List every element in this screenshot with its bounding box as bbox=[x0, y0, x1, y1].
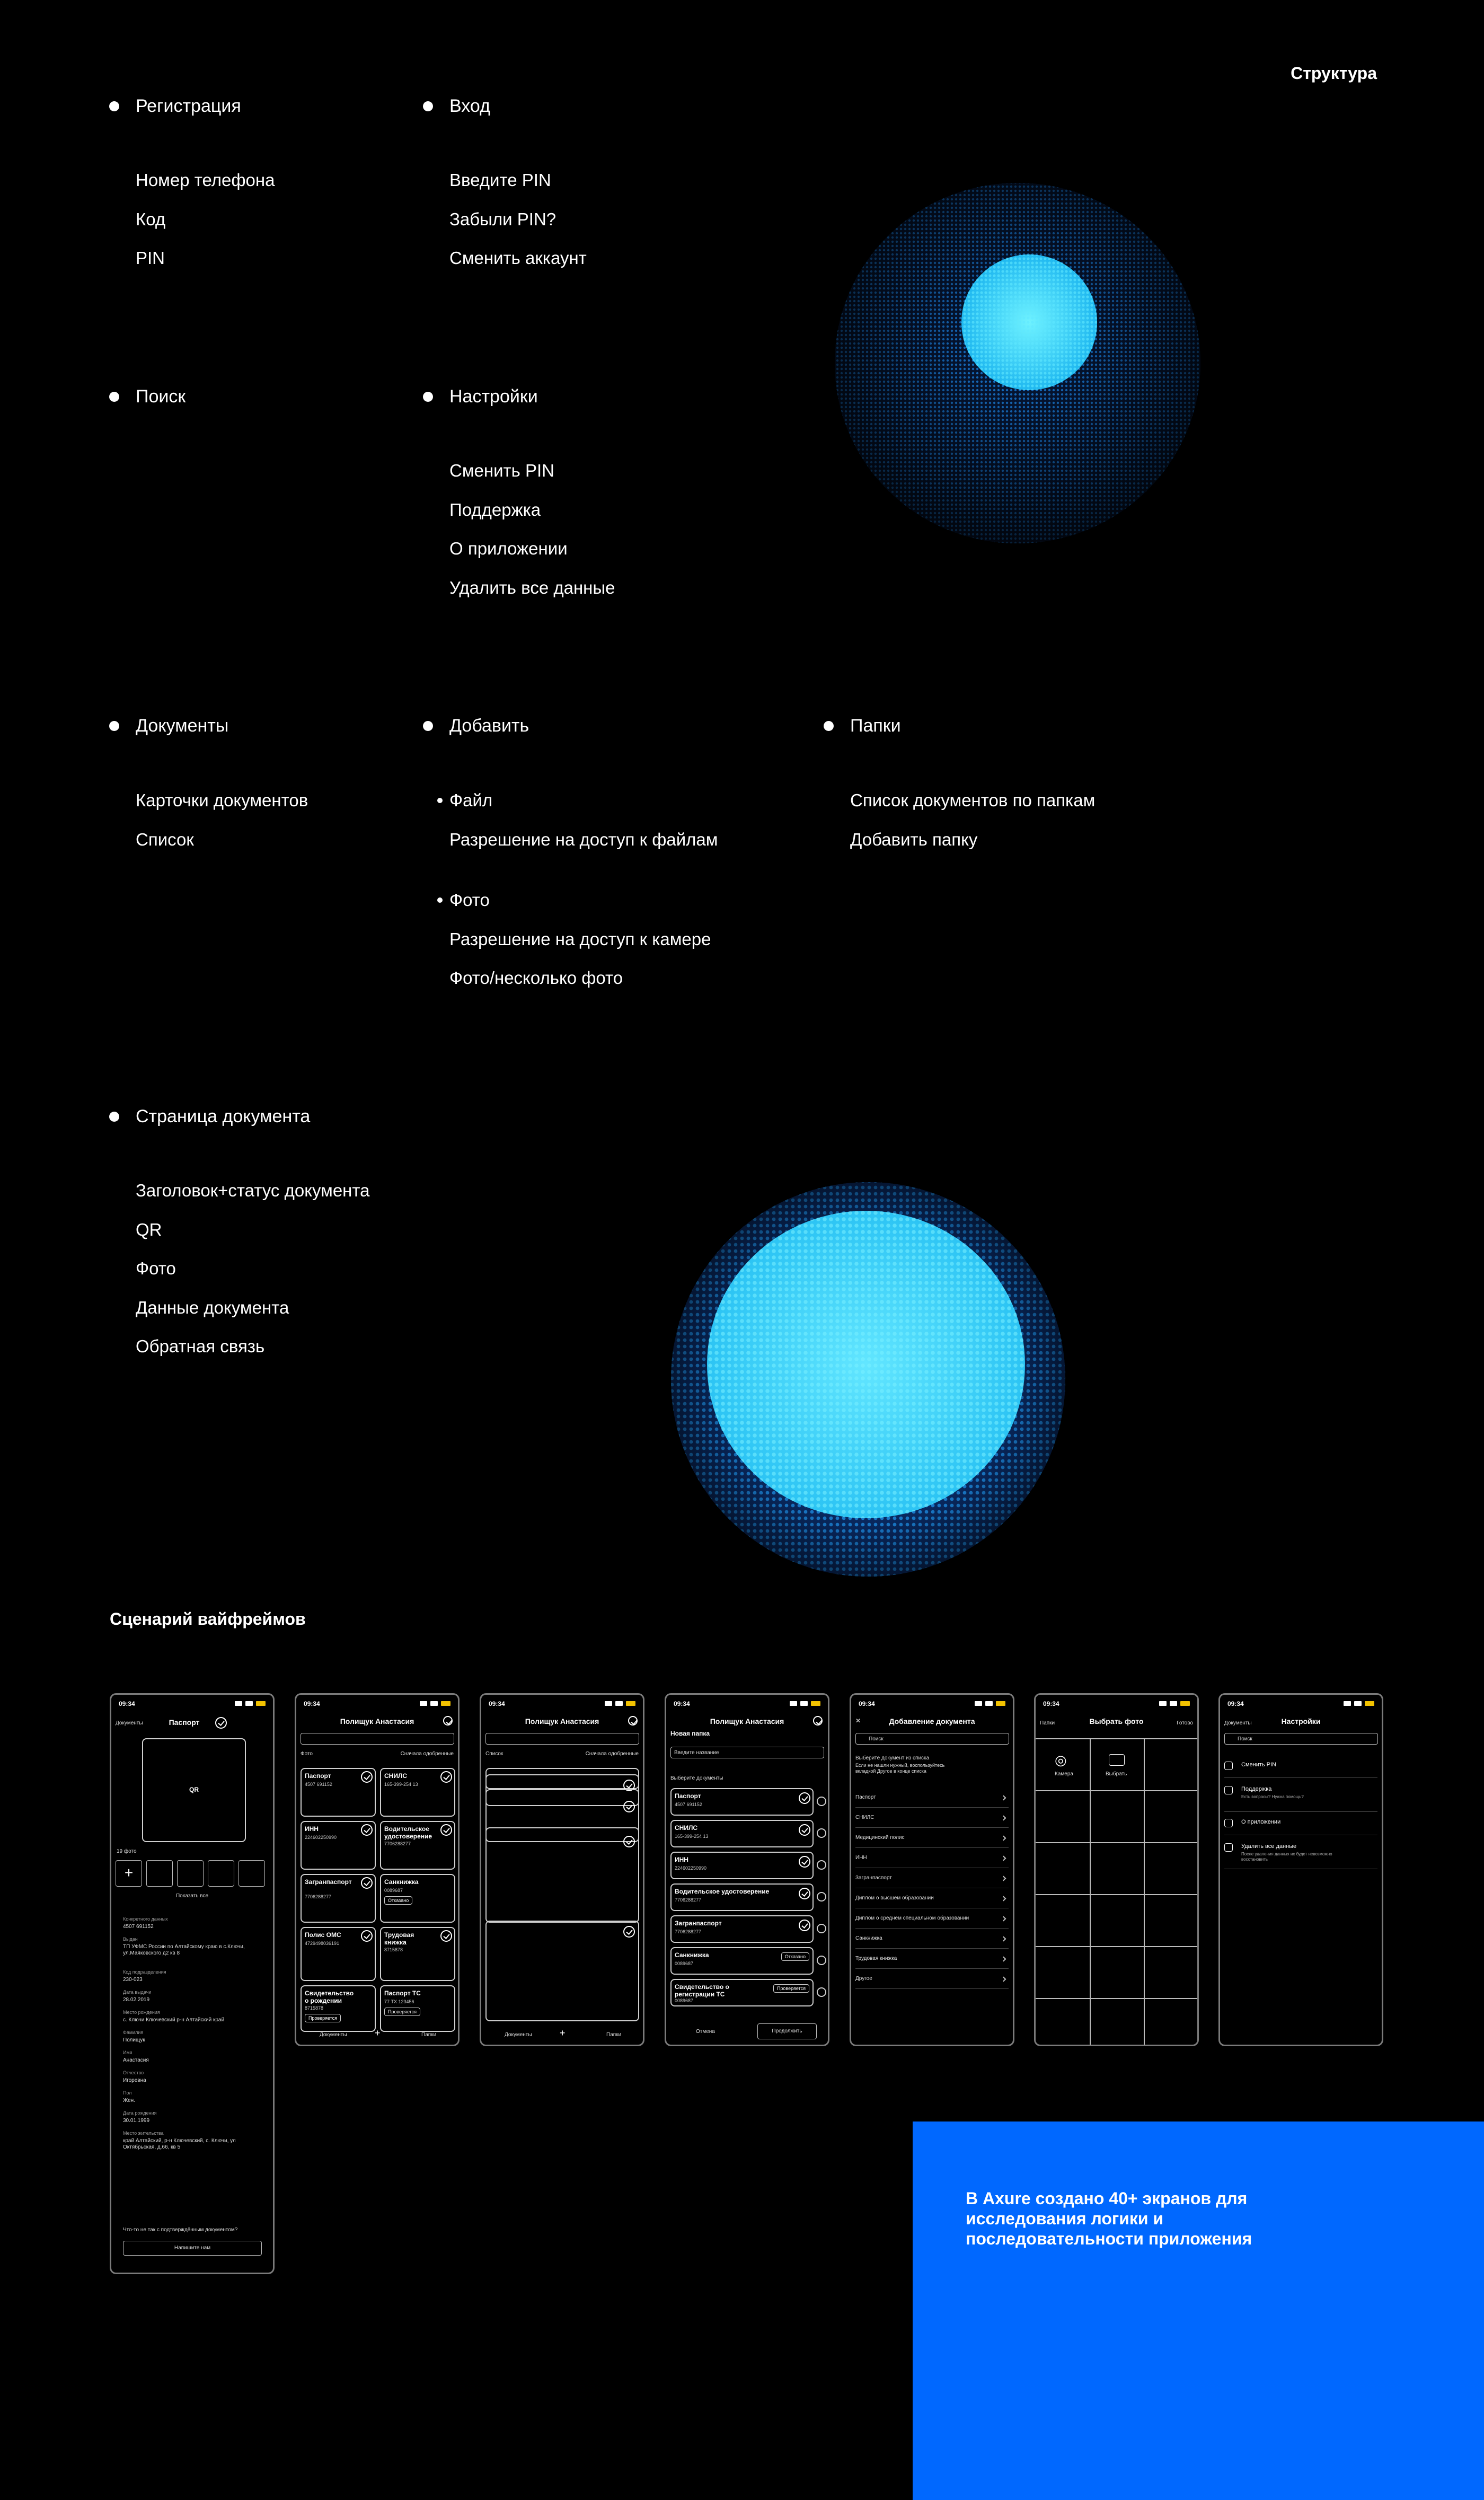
document-select-row[interactable] bbox=[670, 1947, 814, 1975]
grid-line bbox=[1036, 1842, 1197, 1843]
wireframes-heading: Сценарий вайфреймов bbox=[110, 1609, 306, 1628]
support-icon bbox=[1224, 1786, 1233, 1794]
check-icon bbox=[623, 1836, 635, 1847]
check-icon bbox=[799, 1920, 810, 1931]
page-title: Выбрать фото bbox=[1089, 1717, 1144, 1726]
add-photo-button[interactable]: + bbox=[116, 1860, 142, 1887]
document-select-row[interactable] bbox=[670, 1883, 814, 1911]
status-time: 09:34 bbox=[1043, 1700, 1059, 1707]
status-time: 09:34 bbox=[859, 1700, 875, 1707]
camera-label: Камера bbox=[1055, 1771, 1073, 1777]
photo-thumb[interactable] bbox=[177, 1860, 204, 1887]
add-photo-subtitle: Фото bbox=[449, 890, 490, 910]
document-card-title: Загранпаспорт bbox=[305, 1878, 352, 1886]
write-us-button[interactable] bbox=[123, 2241, 262, 2256]
folders-item-add: Добавить папку bbox=[850, 830, 978, 849]
select-radio[interactable] bbox=[817, 1892, 826, 1902]
document-card-number: 8715878 bbox=[384, 1947, 403, 1952]
chevron-right-icon bbox=[1001, 1836, 1006, 1841]
info-icon bbox=[1224, 1819, 1233, 1827]
status-icons bbox=[975, 1701, 1006, 1706]
settings-item-change-pin: Сменить PIN bbox=[449, 461, 555, 480]
section-add-title: Добавить bbox=[449, 716, 529, 736]
photo-thumb[interactable] bbox=[238, 1860, 265, 1887]
section-folders-title: Папки bbox=[850, 716, 901, 736]
doc-page-item-qr: QR bbox=[136, 1220, 162, 1239]
section-search-title: Поиск bbox=[136, 386, 186, 407]
document-select-row[interactable] bbox=[670, 1788, 814, 1816]
folder-name-input[interactable] bbox=[670, 1747, 824, 1758]
status-icons bbox=[790, 1701, 822, 1706]
field-label: Имя bbox=[123, 2050, 132, 2055]
phone-documents-list bbox=[480, 1693, 644, 2046]
section-documents-title: Документы bbox=[136, 716, 229, 736]
folder-name-placeholder: Введите название bbox=[674, 1750, 719, 1756]
photos-count: 19 фото bbox=[117, 1848, 137, 1854]
document-card[interactable] bbox=[301, 1821, 376, 1870]
document-card-number: 8715878 bbox=[305, 2005, 324, 2011]
document-card-number: 7706288277 bbox=[384, 1841, 411, 1846]
field-value: край Алтайский, р-н Ключевский, с. Ключи, ул Октябрьская, д.66, кв 5 bbox=[123, 2138, 236, 2150]
document-type-item[interactable]: Загранпаспорт bbox=[855, 1875, 892, 1881]
document-select-row[interactable] bbox=[670, 1979, 814, 2006]
nav-documents[interactable]: Документы bbox=[505, 2032, 532, 2038]
divider bbox=[855, 1988, 1009, 1989]
doc-page-item-data: Данные документа bbox=[136, 1298, 289, 1317]
divider bbox=[855, 1847, 1009, 1848]
document-card-title: Водительское удостоверение bbox=[384, 1825, 432, 1840]
field-value: с. Ключи Ключевский р-н Алтайский край bbox=[123, 2017, 225, 2023]
search-input[interactable] bbox=[301, 1733, 454, 1745]
hint-title: Выберите документ из списка bbox=[855, 1755, 930, 1761]
field-label: Пол bbox=[123, 2090, 132, 2096]
page-title: Полищук Анастасия bbox=[340, 1717, 414, 1726]
globe-large-illustration bbox=[669, 1178, 1067, 1581]
row-title: Санкнижка bbox=[675, 1951, 709, 1959]
info-panel bbox=[913, 2122, 1484, 2500]
document-type-item[interactable]: Другое bbox=[855, 1976, 872, 1982]
settings-item-subtitle: После удаления данных их будет невозможно восстановить bbox=[1241, 1852, 1332, 1862]
choose-label: Выбрать bbox=[1106, 1771, 1127, 1777]
chevron-right-icon bbox=[1001, 1795, 1006, 1801]
document-card-title: Свидетельство о рождении bbox=[305, 1990, 354, 2004]
qr-box[interactable] bbox=[142, 1738, 246, 1842]
row-title: Паспорт bbox=[675, 1792, 701, 1800]
select-radio[interactable] bbox=[817, 1860, 826, 1870]
status-time: 09:34 bbox=[304, 1700, 320, 1707]
list-card[interactable] bbox=[485, 1921, 639, 2021]
document-card[interactable] bbox=[380, 1927, 455, 1981]
pin-icon bbox=[1224, 1762, 1233, 1770]
document-type-item[interactable]: Трудовая книжка bbox=[855, 1956, 897, 1961]
doc-page-item-feedback: Обратная связь bbox=[136, 1336, 265, 1356]
field-value: 4507 691152 bbox=[123, 1924, 154, 1930]
document-card-number: 77 ТХ 123456 bbox=[384, 1999, 414, 2004]
grid-line bbox=[1036, 1998, 1197, 1999]
settings-gear-icon[interactable] bbox=[813, 1716, 823, 1726]
done-link[interactable]: Готово bbox=[1177, 1720, 1193, 1726]
row-number: 0089687 bbox=[675, 1961, 694, 1966]
document-card-number: 4507 691152 bbox=[305, 1782, 332, 1787]
status-time: 09:34 bbox=[119, 1700, 135, 1707]
divider bbox=[855, 1928, 1009, 1929]
chevron-right-icon bbox=[1001, 1916, 1006, 1922]
document-type-item[interactable]: ИНН bbox=[855, 1855, 867, 1861]
new-folder-title: Новая папка bbox=[670, 1730, 710, 1737]
field-value: 30.01.1999 bbox=[123, 2118, 150, 2124]
select-radio[interactable] bbox=[817, 1797, 826, 1806]
field-label: Место рождения bbox=[123, 2010, 160, 2015]
verified-check-icon bbox=[361, 1824, 373, 1836]
phone-add-document bbox=[850, 1693, 1014, 2046]
document-card-number: 0089687 bbox=[384, 1888, 403, 1893]
doc-page-item-header: Заголовок+статус документа bbox=[136, 1181, 370, 1200]
section-doc-page-title: Страница документа bbox=[136, 1106, 311, 1126]
document-card-title: СНИЛС bbox=[384, 1772, 408, 1780]
chevron-right-icon bbox=[1001, 1936, 1006, 1942]
section-settings-title: Настройки bbox=[449, 386, 538, 407]
divider bbox=[855, 1948, 1009, 1949]
grid-line bbox=[1036, 1738, 1197, 1739]
settings-item-support: Поддержка bbox=[449, 500, 541, 520]
globe-small-illustration bbox=[827, 180, 1208, 551]
document-select-row[interactable] bbox=[670, 1915, 814, 1943]
list-card[interactable] bbox=[485, 1827, 639, 1923]
phone-choose-photo bbox=[1034, 1693, 1199, 2046]
row-number: 4507 691152 bbox=[675, 1802, 702, 1807]
login-item-change-account: Сменить аккаунт bbox=[449, 248, 587, 268]
show-all-link[interactable]: Показать все bbox=[175, 1893, 209, 1899]
document-card-title: Паспорт bbox=[305, 1772, 331, 1780]
folder-icon[interactable] bbox=[1109, 1754, 1125, 1766]
field-value: Анастасия bbox=[123, 2057, 149, 2063]
camera-icon[interactable]: ◎ bbox=[1055, 1752, 1067, 1768]
chevron-right-icon bbox=[1001, 1856, 1006, 1861]
document-card-title: Полис ОМС bbox=[305, 1931, 341, 1939]
nav-folders[interactable]: Папки bbox=[421, 2032, 437, 2038]
document-select-row[interactable] bbox=[670, 1852, 814, 1879]
phone-new-folder bbox=[665, 1693, 829, 2046]
settings-item[interactable]: Удалить все данные bbox=[1241, 1843, 1297, 1850]
verified-check-icon bbox=[440, 1824, 452, 1836]
photo-thumb[interactable] bbox=[208, 1860, 234, 1887]
status-time: 09:34 bbox=[1227, 1700, 1244, 1707]
select-radio[interactable] bbox=[817, 1987, 826, 1997]
row-number: 224602250990 bbox=[675, 1865, 707, 1871]
page-title: Добавление документа bbox=[889, 1717, 975, 1726]
field-label: Выдан bbox=[123, 1936, 138, 1942]
field-value: Полищук bbox=[123, 2037, 145, 2043]
document-card-title: ИНН bbox=[305, 1825, 319, 1833]
grid-line bbox=[1036, 1946, 1197, 1947]
document-card[interactable] bbox=[301, 1927, 376, 1981]
status-icons bbox=[1344, 1701, 1375, 1706]
search-input[interactable] bbox=[1224, 1733, 1378, 1745]
settings-item[interactable]: О приложении bbox=[1241, 1819, 1281, 1825]
login-item-enter-pin: Введите PIN bbox=[449, 170, 551, 190]
status-badge: Проверяется bbox=[773, 1984, 809, 1993]
field-value: ТП УФМС России по Алтайскому краю в с.Ключи, ул.Маяковского д2 кв 8 bbox=[123, 1944, 245, 1956]
add-file-permission: Разрешение на доступ к файлам bbox=[449, 830, 718, 849]
back-link[interactable]: Документы bbox=[1224, 1720, 1252, 1726]
check-icon bbox=[623, 1801, 635, 1812]
nav-documents[interactable]: Документы bbox=[320, 2032, 347, 2038]
field-value: 230-023 bbox=[123, 1977, 143, 1983]
grid-line bbox=[1036, 1790, 1197, 1791]
status-badge: Отказано bbox=[781, 1952, 809, 1961]
doc-page-item-photo: Фото bbox=[136, 1258, 176, 1278]
document-card[interactable] bbox=[380, 1874, 455, 1923]
divider bbox=[1224, 1777, 1377, 1778]
field-label: Конкретного данных bbox=[123, 1916, 168, 1922]
field-value: 28.02.2019 bbox=[123, 1997, 150, 2003]
document-card[interactable] bbox=[301, 1874, 376, 1923]
document-card-number: 4729498036191 bbox=[305, 1941, 340, 1946]
section-login-title: Вход bbox=[449, 96, 490, 116]
document-card-title: Паспорт ТС bbox=[384, 1990, 421, 1997]
folders-item-list: Список документов по папкам bbox=[850, 790, 1096, 810]
section-registration-title: Регистрация bbox=[136, 96, 241, 116]
settings-item[interactable]: Поддержка bbox=[1241, 1786, 1272, 1792]
row-title: СНИЛС bbox=[675, 1824, 698, 1832]
documents-item-cards: Карточки документов bbox=[136, 790, 308, 810]
row-number: 165-399-254 13 bbox=[675, 1834, 709, 1839]
verified-check-icon bbox=[361, 1877, 373, 1889]
field-label: Дата рождения bbox=[123, 2110, 157, 2116]
status-badge: Проверяется bbox=[305, 2014, 341, 2022]
document-card-number: 224602250990 bbox=[305, 1835, 337, 1840]
continue-button[interactable] bbox=[757, 2023, 817, 2039]
sort-selector[interactable]: Сначала одобренные bbox=[400, 1751, 454, 1757]
document-card-title: Санкнижка bbox=[384, 1878, 419, 1886]
row-title: ИНН bbox=[675, 1856, 688, 1863]
settings-gear-icon[interactable] bbox=[628, 1716, 638, 1726]
trash-icon bbox=[1224, 1843, 1233, 1852]
status-badge: Отказано bbox=[384, 1896, 412, 1905]
document-card[interactable] bbox=[380, 1985, 455, 2032]
sort-selector[interactable]: Сначала одобренные bbox=[585, 1751, 639, 1757]
row-number: 7706288277 bbox=[675, 1897, 702, 1903]
search-placeholder: Поиск bbox=[1238, 1736, 1252, 1742]
feedback-question: Что-то не так с подтверждённым документом? bbox=[123, 2227, 238, 2233]
verified-check-icon bbox=[361, 1930, 373, 1942]
write-us-label: Напишите нам bbox=[174, 2245, 211, 2251]
row-title: Свидетельство о регистрации ТС bbox=[675, 1983, 729, 1998]
document-select-row[interactable] bbox=[670, 1820, 814, 1847]
close-icon[interactable]: ✕ bbox=[855, 1717, 861, 1724]
registration-item-code: Код bbox=[136, 209, 166, 229]
status-time: 09:34 bbox=[489, 1700, 505, 1707]
document-card-number: 165-399-254 13 bbox=[384, 1782, 418, 1787]
check-icon bbox=[623, 1926, 635, 1938]
phone-documents-cards bbox=[295, 1693, 460, 2046]
select-documents-label: Выберите документы bbox=[670, 1775, 723, 1781]
document-type-item[interactable]: СНИЛС bbox=[855, 1815, 874, 1820]
login-item-forgot-pin: Забыли PIN? bbox=[449, 209, 556, 229]
check-icon bbox=[799, 1856, 810, 1868]
settings-gear-icon[interactable] bbox=[443, 1716, 453, 1726]
add-camera-permission: Разрешение на доступ к камере bbox=[449, 929, 711, 949]
document-card[interactable] bbox=[380, 1768, 455, 1817]
settings-item[interactable]: Сменить PIN bbox=[1241, 1762, 1277, 1768]
search-placeholder: Поиск bbox=[869, 1736, 884, 1742]
info-text: В Axure создано 40+ экранов для исследования логики и последовательности приложения bbox=[966, 2189, 1252, 2248]
row-number: 7706288277 bbox=[675, 1929, 702, 1934]
check-icon bbox=[799, 1824, 810, 1836]
field-value: Жен. bbox=[123, 2098, 135, 2103]
field-value: Игоревна bbox=[123, 2078, 146, 2083]
back-link[interactable]: Документы bbox=[116, 1720, 143, 1726]
chevron-right-icon bbox=[1001, 1957, 1006, 1962]
add-photo-multiple: Фото/несколько фото bbox=[449, 968, 623, 988]
structure-label: Структура bbox=[1291, 64, 1377, 83]
tab-list[interactable]: Список bbox=[485, 1751, 504, 1757]
verified-check-icon bbox=[440, 1771, 452, 1783]
verified-check-icon bbox=[440, 1930, 452, 1942]
status-icons bbox=[235, 1701, 267, 1706]
document-card-number: 7706288277 bbox=[305, 1894, 332, 1899]
page-title: Паспорт bbox=[169, 1718, 200, 1727]
row-title: Загранпаспорт bbox=[675, 1920, 722, 1927]
document-type-item[interactable]: Диплом о среднем специальном образовании bbox=[855, 1915, 969, 1921]
document-type-item[interactable]: Диплом о высшем образовании bbox=[855, 1895, 934, 1901]
row-title: Водительское удостоверение bbox=[675, 1888, 770, 1895]
tab-photo[interactable]: Фото bbox=[301, 1751, 313, 1757]
status-icons bbox=[1159, 1701, 1191, 1706]
chevron-right-icon bbox=[1001, 1876, 1006, 1881]
chevron-right-icon bbox=[1001, 1977, 1006, 1982]
select-radio[interactable] bbox=[817, 1828, 826, 1838]
document-card[interactable] bbox=[380, 1821, 455, 1870]
nav-add-plus-icon[interactable]: + bbox=[375, 2028, 381, 2038]
page-title: Настройки bbox=[1281, 1717, 1321, 1726]
status-time: 09:34 bbox=[674, 1700, 690, 1707]
document-card[interactable] bbox=[301, 1768, 376, 1817]
divider bbox=[855, 1827, 1009, 1828]
folders-link[interactable]: Папки bbox=[1040, 1720, 1055, 1726]
settings-item-delete-data: Удалить все данные bbox=[449, 578, 615, 597]
phone-passport-page bbox=[110, 1693, 275, 2274]
status-icons bbox=[605, 1701, 637, 1706]
registration-item-phone: Номер телефона bbox=[136, 170, 275, 190]
verified-check-icon bbox=[361, 1771, 373, 1783]
phone-settings bbox=[1218, 1693, 1383, 2046]
page-title: Полищук Анастасия bbox=[525, 1717, 599, 1726]
settings-item-about: О приложении bbox=[449, 539, 568, 558]
field-label: Код подразделения bbox=[123, 1969, 166, 1975]
verified-check-icon bbox=[215, 1717, 227, 1729]
document-type-item[interactable]: Санкнижка bbox=[855, 1935, 882, 1941]
chevron-right-icon bbox=[1001, 1896, 1006, 1902]
document-card[interactable] bbox=[301, 1985, 376, 2032]
photo-thumb[interactable] bbox=[146, 1860, 173, 1887]
continue-label: Продолжить bbox=[772, 2028, 802, 2034]
select-radio[interactable] bbox=[817, 1924, 826, 1933]
document-type-item[interactable]: Медицинский полис bbox=[855, 1835, 905, 1841]
status-icons bbox=[420, 1701, 452, 1706]
search-input[interactable] bbox=[485, 1733, 639, 1745]
document-type-item[interactable]: Паспорт bbox=[855, 1794, 876, 1800]
search-input[interactable] bbox=[855, 1733, 1009, 1745]
check-icon bbox=[799, 1792, 810, 1804]
cancel-button[interactable]: Отмена bbox=[696, 2029, 715, 2035]
status-badge: Проверяется bbox=[384, 2008, 420, 2016]
field-label: Дата выдачи bbox=[123, 1990, 152, 1995]
field-label: Отчество bbox=[123, 2070, 144, 2075]
settings-item-subtitle: Есть вопросы? Нужна помощь? bbox=[1241, 1794, 1304, 1799]
field-label: Фамилия bbox=[123, 2030, 144, 2035]
grid-line bbox=[1036, 1894, 1197, 1895]
row-number: 0089687 bbox=[675, 1998, 694, 2003]
chevron-right-icon bbox=[1001, 1816, 1006, 1821]
field-label: Место жительства bbox=[123, 2131, 164, 2136]
page-title: Полищук Анастасия bbox=[710, 1717, 784, 1726]
nav-add-plus-icon[interactable]: + bbox=[560, 2028, 566, 2038]
divider bbox=[855, 1968, 1009, 1969]
divider bbox=[1224, 1811, 1377, 1812]
add-file-subtitle: Файл bbox=[449, 790, 493, 810]
qr-label: QR bbox=[189, 1786, 199, 1793]
registration-item-pin: PIN bbox=[136, 248, 165, 268]
nav-folders[interactable]: Папки bbox=[606, 2032, 622, 2038]
divider bbox=[855, 1807, 1009, 1808]
document-card-title: Трудовая книжка bbox=[384, 1931, 414, 1946]
documents-item-list: Список bbox=[136, 830, 194, 849]
check-icon bbox=[799, 1888, 810, 1899]
select-radio[interactable] bbox=[817, 1956, 826, 1965]
hint-text: Если не нашли нужный, воспользуйтесь вкладкой Другое в конце списка bbox=[855, 1763, 945, 1774]
